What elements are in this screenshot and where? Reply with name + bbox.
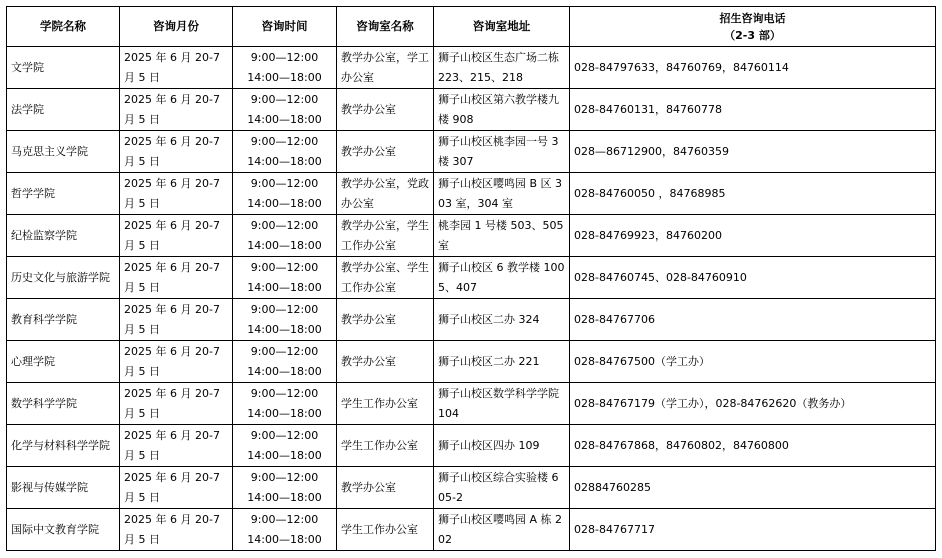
cell-month [120,299,233,341]
cell-month [120,257,233,299]
month-line-1: 2025 年 6 月 20-7 [124,260,220,274]
time-afternoon: 14:00—18:00 [247,238,322,252]
cell-phone [570,467,936,509]
cell-month [120,47,233,89]
time-morning: 9:00—12:00 [250,512,319,526]
cell-month [120,215,233,257]
college-name: 哲学学院 [11,186,55,200]
cell-phone [570,215,936,257]
cell-college [7,509,120,551]
office-name: 教学办公室 [341,312,396,326]
cell-college [7,383,120,425]
cell-college [7,89,120,131]
header-address: 咨询室地址 [434,7,570,47]
cell-college [7,425,120,467]
cell-phone [570,383,936,425]
time-afternoon: 14:00—18:00 [247,406,322,420]
cell-college [7,131,120,173]
cell-address [434,509,570,551]
cell-office [337,467,434,509]
header-row [7,7,936,47]
table-row [7,89,936,131]
time-morning: 9:00—12:00 [250,134,319,148]
month-line-1: 2025 年 6 月 20-7 [124,344,220,358]
table-row [7,299,936,341]
cell-month [120,173,233,215]
cell-college [7,47,120,89]
phone-number: 028-84767500（学工办） [574,354,710,368]
month-line-1: 2025 年 6 月 20-7 [124,386,220,400]
time-afternoon: 14:00—18:00 [247,196,322,210]
cell-time [233,341,337,383]
header-time: 咨询时间 [233,7,337,47]
month-line-1: 2025 年 6 月 20-7 [124,302,220,316]
phone-number: 028—86712900，84760359 [574,144,729,158]
cell-month [120,341,233,383]
cell-address [434,173,570,215]
cell-time [233,509,337,551]
cell-office [337,299,434,341]
month-line-2: 月 5 日 [124,406,160,420]
month-line-1: 2025 年 6 月 20-7 [124,92,220,106]
cell-month [120,383,233,425]
cell-office [337,257,434,299]
table-row [7,47,936,89]
cell-address [434,215,570,257]
office-name: 学生工作办公室 [341,522,418,536]
office-address: 狮子山校区二办 324 [438,312,540,326]
time-morning: 9:00—12:00 [250,260,319,274]
cell-time [233,131,337,173]
table-row [7,257,936,299]
cell-office [337,173,434,215]
office-address: 狮子山校区 6 教学楼 1005、407 [438,260,565,294]
cell-address [434,425,570,467]
phone-number: 028-84767179（学工办），028-84762620（教务办） [574,396,852,410]
table-row [7,173,936,215]
cell-office [337,215,434,257]
office-name: 教学办公室 [341,354,396,368]
office-name: 教学办公室 [341,102,396,116]
cell-office [337,425,434,467]
cell-phone [570,425,936,467]
cell-address [434,299,570,341]
cell-phone [570,173,936,215]
time-morning: 9:00—12:00 [250,344,319,358]
college-name: 教育科学学院 [11,312,77,326]
time-morning: 9:00—12:00 [250,470,319,484]
time-morning: 9:00—12:00 [250,92,319,106]
cell-time [233,383,337,425]
office-address: 狮子山校区桃李园一号 3 楼 307 [438,134,559,168]
table-row [7,467,936,509]
phone-number: 028-84760131，84760778 [574,102,722,116]
cell-time [233,89,337,131]
time-afternoon: 14:00—18:00 [247,112,322,126]
cell-address [434,47,570,89]
cell-phone [570,257,936,299]
month-line-2: 月 5 日 [124,364,160,378]
table-row [7,341,936,383]
cell-college [7,257,120,299]
college-name: 纪检监察学院 [11,228,77,242]
time-afternoon: 14:00—18:00 [247,448,322,462]
month-line-2: 月 5 日 [124,70,160,84]
cell-address [434,131,570,173]
cell-address [434,257,570,299]
cell-college [7,215,120,257]
time-morning: 9:00—12:00 [250,50,319,64]
time-afternoon: 14:00—18:00 [247,70,322,84]
phone-number: 028-84760050 ，84768985 [574,186,726,200]
cell-time [233,47,337,89]
college-name: 国际中文教育学院 [11,522,99,536]
month-line-2: 月 5 日 [124,280,160,294]
college-name: 影视与传媒学院 [11,480,88,494]
office-address: 狮子山校区四办 109 [438,438,540,452]
table-row [7,383,936,425]
cell-time [233,173,337,215]
month-line-1: 2025 年 6 月 20-7 [124,428,220,442]
header-college: 学院名称 [7,7,120,47]
cell-office [337,509,434,551]
cell-time [233,257,337,299]
phone-number: 028-84797633，84760769，84760114 [574,60,789,74]
cell-month [120,89,233,131]
header-phone-title: 招生咨询电话 [719,11,786,25]
month-line-2: 月 5 日 [124,322,160,336]
cell-phone [570,341,936,383]
phone-number: 028-84769923，84760200 [574,228,722,242]
office-name: 教学办公室，学生工作办公室 [341,218,429,252]
phone-number: 028-84767868，84760802，84760800 [574,438,789,452]
month-line-2: 月 5 日 [124,112,160,126]
time-afternoon: 14:00—18:00 [247,364,322,378]
office-address: 狮子山校区数学科学学院 104 [438,386,559,420]
month-line-1: 2025 年 6 月 20-7 [124,218,220,232]
cell-phone [570,299,936,341]
cell-address [434,383,570,425]
cell-office [337,341,434,383]
cell-phone [570,509,936,551]
cell-time [233,467,337,509]
college-name: 化学与材料科学学院 [11,438,110,452]
time-morning: 9:00—12:00 [250,302,319,316]
month-line-1: 2025 年 6 月 20-7 [124,470,220,484]
office-name: 教学办公室，学工办公室 [341,50,429,84]
college-name: 法学院 [11,102,44,116]
month-line-1: 2025 年 6 月 20-7 [124,134,220,148]
month-line-1: 2025 年 6 月 20-7 [124,50,220,64]
month-line-2: 月 5 日 [124,532,160,546]
time-afternoon: 14:00—18:00 [247,532,322,546]
month-line-2: 月 5 日 [124,196,160,210]
month-line-2: 月 5 日 [124,238,160,252]
cell-month [120,131,233,173]
time-afternoon: 14:00—18:00 [247,490,322,504]
office-name: 学生工作办公室 [341,396,418,410]
office-address: 狮子山校区生态广场二栋 223、215、218 [438,50,559,84]
cell-college [7,173,120,215]
time-morning: 9:00—12:00 [250,428,319,442]
office-name: 教学办公室 [341,480,396,494]
table-row [7,509,936,551]
time-morning: 9:00—12:00 [250,176,319,190]
office-address: 狮子山校区二办 221 [438,354,540,368]
header-phone-note: （2-3 部） [724,28,781,42]
cell-college [7,299,120,341]
phone-number: 028-84767706 [574,312,655,326]
table-row [7,215,936,257]
cell-address [434,89,570,131]
cell-month [120,467,233,509]
month-line-2: 月 5 日 [124,490,160,504]
college-name: 心理学院 [11,354,55,368]
table-row [7,131,936,173]
college-name: 马克思主义学院 [11,144,88,158]
consultation-table [6,6,936,551]
header-phone [570,7,936,47]
college-name: 历史文化与旅游学院 [11,270,110,284]
month-line-2: 月 5 日 [124,448,160,462]
time-afternoon: 14:00—18:00 [247,322,322,336]
cell-time [233,299,337,341]
cell-office [337,383,434,425]
phone-number: 028-84767717 [574,522,655,536]
cell-month [120,425,233,467]
cell-college [7,467,120,509]
cell-time [233,425,337,467]
cell-phone [570,89,936,131]
time-afternoon: 14:00—18:00 [247,154,322,168]
office-name: 教学办公室、学生工作办公室 [341,260,429,294]
time-morning: 9:00—12:00 [250,386,319,400]
phone-number: 028-84760745、028-84760910 [574,270,747,284]
college-name: 数学科学学院 [11,396,77,410]
month-line-2: 月 5 日 [124,154,160,168]
cell-phone [570,131,936,173]
office-name: 教学办公室 [341,144,396,158]
college-name: 文学院 [11,60,44,74]
time-afternoon: 14:00—18:00 [247,280,322,294]
cell-phone [570,47,936,89]
table-row [7,425,936,467]
cell-office [337,89,434,131]
office-name: 教学办公室，党政办公室 [341,176,429,210]
cell-address [434,467,570,509]
office-address: 狮子山校区第六教学楼九楼 908 [438,92,559,126]
cell-time [233,215,337,257]
cell-month [120,509,233,551]
table-body [7,47,936,551]
month-line-1: 2025 年 6 月 20-7 [124,176,220,190]
cell-office [337,131,434,173]
month-line-1: 2025 年 6 月 20-7 [124,512,220,526]
office-name: 学生工作办公室 [341,438,418,452]
time-morning: 9:00—12:00 [250,218,319,232]
header-month: 咨询月份 [120,7,233,47]
cell-college [7,341,120,383]
office-address: 桃李园 1 号楼 503、505 室 [438,218,564,252]
cell-office [337,47,434,89]
office-address: 狮子山校区综合实验楼 605-2 [438,470,559,504]
office-address: 狮子山校区嘤鸣园 B 区 303 室，304 室 [438,176,563,210]
phone-number: 02884760285 [574,480,651,494]
cell-address [434,341,570,383]
header-office: 咨询室名称 [337,7,434,47]
office-address: 狮子山校区嘤鸣园 A 栋 202 [438,512,563,546]
consultation-table-container [6,6,935,554]
